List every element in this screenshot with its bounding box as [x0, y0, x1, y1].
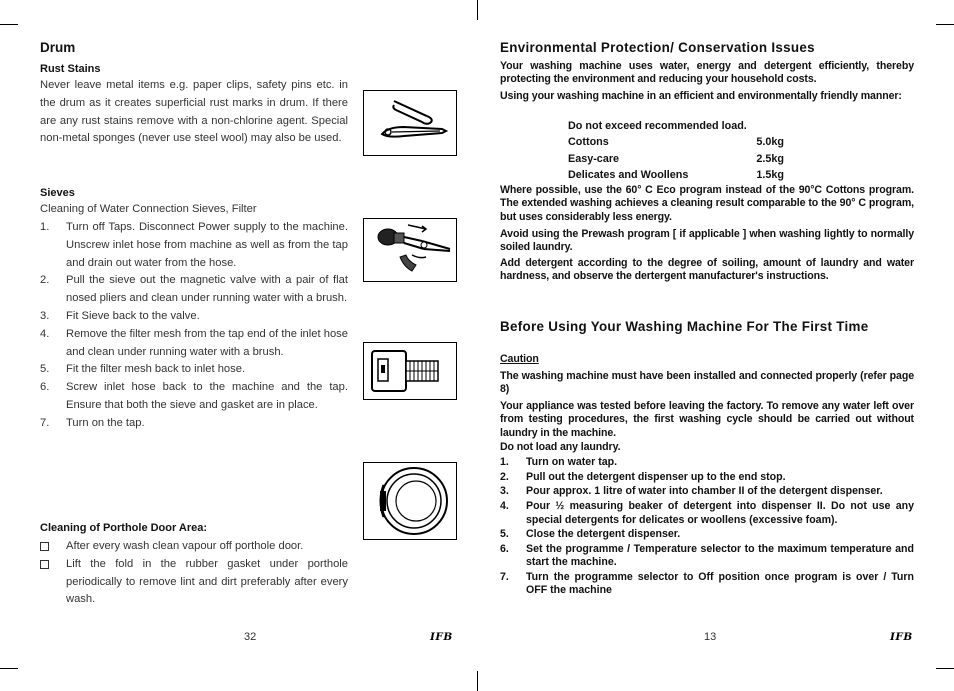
load-row: Cottons 5.0kg [568, 136, 784, 149]
load-heading: Do not exceed recommended load. [568, 120, 747, 132]
paper-clip-icon [364, 91, 456, 155]
checkbox-bullet-icon [40, 560, 49, 569]
rust-heading: Rust Stains [40, 63, 101, 75]
environment-title: Environmental Protection/ Conservation Issues [500, 40, 815, 55]
crop-mark [936, 24, 954, 25]
pliers-icon [364, 219, 456, 281]
list-item: After every wash clean vapour off porthole door. [40, 538, 348, 556]
list-item: 1. Turn off Taps. Disconnect Power supply to the machine. Unscrew inlet hose from machine as well as from the tap and drain out water from the hose. [40, 221, 348, 269]
crop-mark [936, 668, 954, 669]
list-item: 7. Turn on the tap. [40, 416, 145, 429]
environment-paragraph: Add detergent according to the degree of soiling, amount of laundry and water hardness, and observe the dertergent manufacturer's instructions. [500, 257, 914, 283]
sieves-heading: Sieves [40, 187, 75, 199]
environment-paragraph: Using your washing machine in an efficient and environmentally friendly manner: [500, 90, 902, 102]
list-item: Lift the fold in the rubber gasket under porthole periodically to remove lint and dirt preferably after every wash. [40, 556, 348, 609]
porthole-icon [364, 463, 456, 539]
valve-sieve-illustration [363, 342, 457, 400]
list-item: 5. Close the detergent dispenser. [500, 528, 681, 541]
first-time-title: Before Using Your Washing Machine For The First Time [500, 319, 869, 334]
first-time-paragraph: The washing machine must have been installed and connected properly (refer page 8) [500, 370, 914, 396]
environment-paragraph: Your washing machine uses water, energy and detergent efficiently, thereby protecting the environment and reducing your household costs. [500, 60, 914, 86]
inlet-hose-pliers-illustration [363, 218, 457, 282]
load-table [568, 118, 784, 184]
list-item: 3. Fit Sieve back to the valve. [40, 309, 200, 322]
list-item: 4. Pour ½ measuring beaker of detergent into dispenser II. Do not use any special detergents for delicates or woollens (excessive foam). [500, 500, 914, 526]
caution-label: Caution [500, 353, 539, 365]
load-row: Delicates and Woollens 1.5kg [568, 169, 784, 182]
first-time-paragraph: Your appliance was tested before leaving the factory. To remove any water left over from testing procedures, the first washing cycle should be carried out without laundry in the machine. [500, 400, 914, 439]
crop-mark [0, 24, 18, 25]
sieves-steps [40, 219, 348, 433]
page-number: 32 [244, 631, 257, 643]
list-item: 5. Fit the filter mesh back to inlet hose. [40, 363, 246, 376]
checkbox-bullet-icon [40, 542, 49, 551]
environment-paragraph: Where possible, use the 60° C Eco program instead of the 90°C Cottons program. The extended washing achieves a cleaning result comparable to the 90° C program, but uses considerably less energy. [500, 184, 914, 223]
crop-mark [477, 671, 478, 691]
porthole-heading: Cleaning of Porthole Door Area: [40, 522, 208, 534]
ifb-logo: IFB [890, 631, 913, 643]
first-time-paragraph: Do not load any laundry. [500, 441, 621, 453]
valve-icon [364, 343, 456, 399]
list-item: 7. Turn the programme selector to Off position once program is over / Turn OFF the machine [500, 571, 914, 597]
list-item: 3. Pour approx. 1 litre of water into chamber II of the detergent dispenser. [500, 485, 883, 498]
list-item: 2. Pull the sieve out the magnetic valve with a pair of flat nosed pliers and clean under running water with a brush. [40, 274, 348, 305]
ifb-logo: IFB [430, 631, 453, 643]
crop-mark [477, 0, 478, 20]
crop-mark [0, 668, 18, 669]
sieves-intro: Cleaning of Water Connection Sieves, Filter [40, 203, 257, 215]
porthole-items [40, 538, 348, 609]
rust-text: Never leave metal items e.g. paper clips, safety pins etc. in the drum as it creates superficial rust marks in drum. If there are any rust stains remove with a non-chlorine agent. Special non-metal sponges (never use steel wool) may also be used. [40, 79, 348, 145]
page-number: 13 [704, 631, 717, 643]
list-item: 4. Remove the filter mesh from the tap end of the inlet hose and clean under running water with a brush. [40, 327, 348, 358]
list-item: 2. Pull out the detergent dispenser up to the end stop. [500, 470, 786, 483]
list-item: 1. Turn on water tap. [500, 456, 618, 468]
paper-clip-safety-pin-illustration [363, 90, 457, 156]
list-item: 6. Set the programme / Temperature selector to the maximum temperature and start the machine. [500, 542, 914, 569]
drum-title: Drum [40, 40, 76, 55]
list-item: 6. Screw inlet hose back to the machine and the tap. Ensure that both the sieve and gasket are in place. [40, 381, 348, 411]
environment-paragraph: Avoid using the Prewash program [ if applicable ] when washing lightly to normally soiled laundry. [500, 228, 914, 254]
first-time-steps [500, 456, 914, 599]
porthole-door-illustration [363, 462, 457, 540]
load-row: Easy-care 2.5kg [568, 152, 784, 165]
